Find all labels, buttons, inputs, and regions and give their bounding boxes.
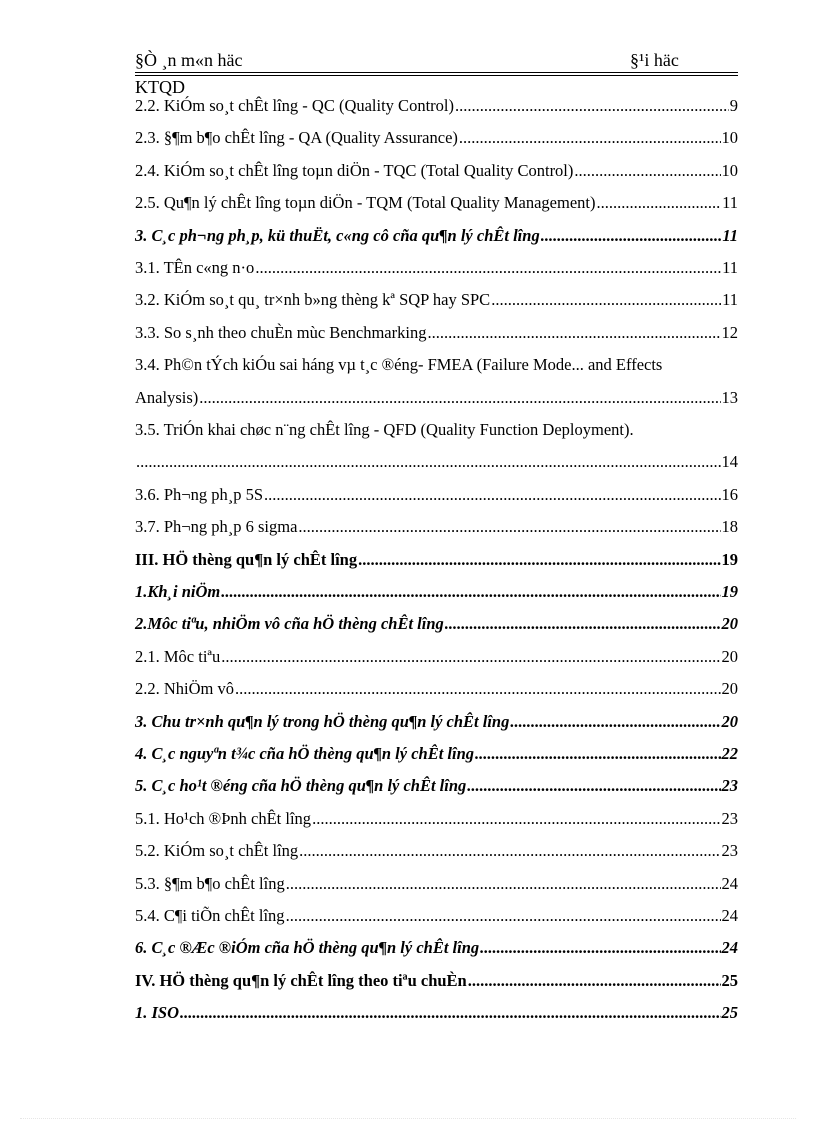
toc-page-number: 11 [722,225,738,245]
toc-entry-title: 2.Môc tiªu, nhiÖm vô cña hÖ thèng chÊt lîng [135,614,444,634]
toc-leader-dots [264,485,720,505]
toc-page-number: 19 [721,549,738,569]
toc-leader-dots [298,517,720,537]
toc-page-number: 10 [721,160,738,180]
toc-page-number: 19 [721,582,738,601]
toc-leader-dots [480,938,720,958]
toc-entry [135,161,738,185]
toc-entry [135,452,738,476]
toc-leader-dots [221,582,720,602]
toc-page-number: 13 [721,387,738,407]
toc-entry-title: 5.1. Ho¹ch ®Þnh chÊt lîng [135,808,312,828]
toc-entry-title: 1. ISO [135,1003,180,1023]
toc-page-number: 11 [722,193,738,213]
toc-page-number: 24 [721,938,738,958]
toc-page-number: 9 [729,96,738,115]
toc-entry [135,128,738,152]
toc-page-number: 11 [722,290,738,310]
toc-page-number: 22 [721,744,738,763]
header-right-text: §¹i häc [630,50,679,70]
toc-entry [135,355,738,379]
toc-page-number: 20 [721,679,738,699]
toc-page-number: 20 [721,614,738,634]
header-left-text: §Ò ¸n m«n häc [135,50,243,70]
toc-page-number: 18 [721,517,738,537]
toc-entry-title: 5.4. C¶i tiÕn chÊt lîng [135,906,285,925]
toc-entry [135,744,738,768]
toc-entry-title: IV. HÖ thèng qu¶n lý chÊt lîng theo tiªu chuÈn [135,970,467,990]
toc-entry-title: 3.6. Ph¬ng ph¸p 5S [135,484,264,504]
toc-entry [135,614,738,638]
toc-entry [135,550,738,574]
toc-page-number: 20 [721,646,738,666]
toc-entry-title: 3.5. TriÓn khai chøc n¨ng chÊt lîng - QFD (Quality Function Deployment). [135,420,634,439]
toc-leader-dots [510,712,720,732]
toc-entry-title: 3.7. Ph¬ng ph¸p 6 sigma [135,517,298,537]
toc-entry [135,420,738,444]
toc-entry [135,874,738,898]
toc-entry-title: 1.Kh¸i niÖm [135,582,221,601]
toc-leader-dots [541,226,722,246]
toc-entry [135,712,738,736]
toc-entry [135,841,738,865]
toc-entry [135,226,738,250]
toc-leader-dots [468,971,721,991]
toc-leader-dots [221,647,720,667]
toc-leader-dots [459,128,721,148]
toc-entry-title: 3.1. TÊn c«ng n·o [135,258,255,277]
toc-entry-title: 3.4. Ph©n tÝch kiÓu sai háng vµ t¸c ®éng- FMEA (Failure Mode... and Effects [135,355,663,375]
toc-entry-title: Analysis) [135,387,199,407]
toc-entry [135,290,738,314]
toc-page-number: 24 [721,906,738,925]
toc-leader-dots [180,1003,720,1023]
page-header [135,50,738,76]
toc-entry-title: 2.5. Qu¶n lý chÊt lîng toµn diÖn - TQM (Total Quality Management) [135,193,596,213]
header-rule-double [135,75,738,76]
toc-entry [135,582,738,606]
toc-entry [135,517,738,541]
toc-leader-dots [427,323,720,343]
toc-page-number: 25 [721,1003,738,1023]
toc-page-number: 23 [721,776,738,796]
toc-page-number: 23 [721,841,738,861]
toc-entry [135,971,738,995]
toc-entry [135,776,738,800]
toc-leader-dots [312,809,720,829]
toc-page-number: 23 [721,808,738,828]
toc-entry-title: 3.2. KiÓm so¸t qu¸ tr×nh b»ng thèng kª SQP hay SPC [135,290,491,310]
toc-entry [135,809,738,833]
toc-entry [135,485,738,509]
toc-entry [135,679,738,703]
toc-leader-dots [574,161,720,181]
toc-entry-title: 5.3. §¶m b¶o chÊt lîng [135,873,285,893]
toc-entry-title: 5. C¸c ho¹t ®éng cña hÖ thèng qu¶n lý chÊt lîng [135,776,467,796]
toc-entry [135,938,738,962]
toc-entry [135,323,738,347]
toc-entry-title: 2.3. §¶m b¶o chÊt lîng - QA (Quality Assurance) [135,128,458,148]
toc-entry-title: III. HÖ thèng qu¶n lý chÊt lîng [135,549,358,569]
toc-leader-dots [358,550,720,570]
toc-entry [135,96,738,120]
header-sub-text: KTQD [135,77,185,97]
toc-entry-title: 2.2. NhiÖm vô [135,679,234,699]
toc-entry-title: 3. C¸c ph¬ng ph¸p, kü thuËt, c«ng cô cña qu¶n lý chÊt lîng [135,225,540,245]
toc-entry-title: 4. C¸c nguyªn t¾c cña hÖ thèng qu¶n lý chÊt lîng [135,744,475,763]
toc-entry-title: 5.2. KiÓm so¸t chÊt lîng [135,841,299,861]
toc-page-number: 25 [721,970,738,990]
toc-entry [135,388,738,412]
toc-entry-title: 2.1. Môc tiªu [135,646,221,666]
toc-entry-title: 6. C¸c ®Æc ®iÓm cña hÖ thèng qu¶n lý chÊt lîng [135,938,480,958]
toc-entry-title: 3. Chu tr×nh qu¶n lý trong hÖ thèng qu¶n lý chÊt lîng [135,711,510,731]
toc-leader-dots [136,452,721,472]
toc-page-number: 11 [722,258,738,277]
toc-leader-dots [491,290,721,310]
toc-entry [135,193,738,217]
toc-page-number: 16 [721,484,738,504]
page-bottom-rule [20,1118,796,1119]
toc-entry-title: 2.4. KiÓm so¸t chÊt lîng toµn diÖn - TQC (Total Quality Control) [135,160,574,180]
toc-leader-dots [286,906,721,926]
toc-leader-dots [235,679,721,699]
toc-page-number: 10 [721,128,738,148]
toc-leader-dots [455,96,729,116]
toc-leader-dots [199,388,720,408]
toc-entry-title: 3.3. So s¸nh theo chuÈn mùc Benchmarking [135,322,427,342]
toc-page-number: 20 [721,711,738,731]
toc-entry [135,1003,738,1027]
toc-leader-dots [445,614,721,634]
toc-leader-dots [255,258,721,278]
toc-leader-dots [597,193,722,213]
toc-entry [135,906,738,930]
toc-leader-dots [286,874,721,894]
toc-entry [135,647,738,671]
toc-page-number: 24 [721,873,738,893]
toc-entry [135,258,738,282]
toc-page-number: 12 [721,322,738,342]
toc-page-number: 14 [721,452,738,472]
toc-leader-dots [467,776,720,796]
toc-leader-dots [475,744,720,764]
header-rule [135,72,738,73]
toc-leader-dots [299,841,720,861]
toc-entry-title: 2.2. KiÓm so¸t chÊt lîng - QC (Quality Control) [135,96,454,115]
